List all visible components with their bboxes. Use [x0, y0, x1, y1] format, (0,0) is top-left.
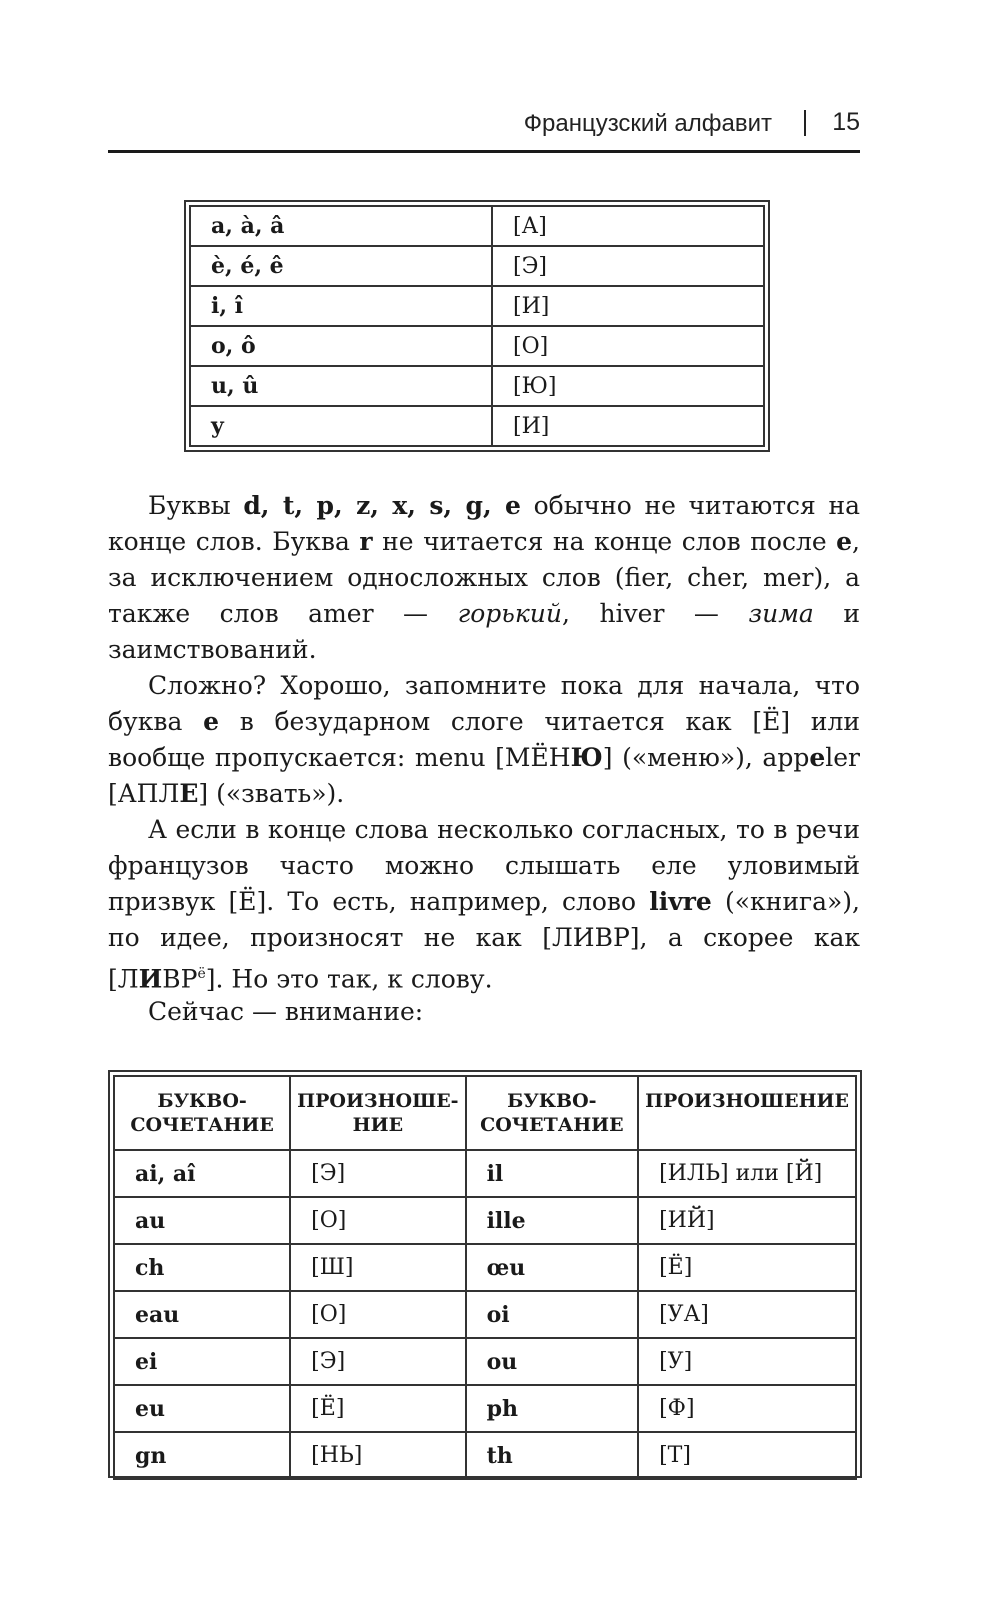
table-row — [114, 1150, 856, 1197]
combination: au — [114, 1197, 290, 1244]
text-run: обычно не читаются на конце слов. Буква — [108, 491, 861, 556]
vowel-sound: [И] — [492, 406, 764, 446]
table-row — [190, 406, 764, 446]
pronunciation: [У] — [638, 1338, 856, 1385]
combination: ph — [466, 1385, 639, 1432]
header-line: СОЧЕТАНИЕ — [130, 1114, 274, 1136]
paragraph-silent-letters — [108, 488, 860, 668]
combination: ille — [466, 1197, 639, 1244]
pronunciation: [НЬ] — [290, 1432, 465, 1479]
bold-run: Е — [179, 779, 199, 808]
vowel-letters: o, ô — [190, 326, 492, 366]
combination: eu — [114, 1385, 290, 1432]
bold-run: Ю — [570, 743, 603, 772]
running-header — [108, 100, 860, 153]
body-text — [108, 488, 860, 997]
text-run: ]. Но это так, к слову. — [205, 964, 493, 994]
text-run: Буквы — [148, 491, 244, 520]
pronunciation: [Ш] — [290, 1244, 465, 1291]
pronunciation: [Ё] — [638, 1244, 856, 1291]
table-row — [190, 286, 764, 326]
text-run: А если в конце слова несколько согласных, то в речи французов часто можно слышать еле уловимый призвук [Ё]. То есть, например, слово — [108, 815, 860, 916]
combination: oi — [466, 1291, 639, 1338]
table-row — [114, 1291, 856, 1338]
text-run: ler [АПЛ — [108, 743, 860, 808]
superscript-run: ё — [197, 966, 206, 982]
vowel-letters: a, à, â — [190, 206, 492, 246]
combination: ai, aî — [114, 1150, 290, 1197]
pronunciation: [Ф] — [638, 1385, 856, 1432]
combination: il — [466, 1150, 639, 1197]
combination: gn — [114, 1432, 290, 1479]
combination: eau — [114, 1291, 290, 1338]
italic-run: зима — [748, 599, 814, 628]
header-line: НИЕ — [352, 1114, 404, 1136]
pronunciation: [О] — [290, 1197, 465, 1244]
bold-run: livre — [649, 887, 712, 916]
text-run: Сложно? Хорошо, запомните пока для начала, что буква — [108, 671, 860, 736]
header-line: БУКВО- — [157, 1090, 247, 1112]
text-run: в безударном слоге читается как [Ё] или вообще пропускается: menu [МЁН — [108, 707, 861, 772]
vowel-letters: y — [190, 406, 492, 446]
vowel-letters: è, é, ê — [190, 246, 492, 286]
table-row — [114, 1432, 856, 1479]
vowel-table — [189, 205, 765, 447]
combination: ei — [114, 1338, 290, 1385]
text-run: («книга»), по идее, произносят не как [ЛИВР], а скорее как [Л — [108, 887, 860, 994]
vowel-sound: [О] — [492, 326, 764, 366]
combination: th — [466, 1432, 639, 1479]
pronunciation: [Т] — [638, 1432, 856, 1479]
header-line: БУКВО- — [507, 1090, 597, 1112]
table-row — [190, 206, 764, 246]
attention-line — [108, 994, 860, 1030]
text-run: ] («меню»), app — [602, 743, 810, 772]
combination: œu — [466, 1244, 639, 1291]
table-row — [114, 1338, 856, 1385]
header-separator — [804, 110, 806, 136]
column-header — [114, 1076, 290, 1150]
table-row — [190, 326, 764, 366]
paragraph-unstressed-e — [108, 668, 860, 812]
column-header — [466, 1076, 639, 1150]
table-row — [114, 1197, 856, 1244]
combo-table-frame — [108, 1070, 862, 1478]
table-row — [114, 1244, 856, 1291]
italic-run: горький — [457, 599, 562, 628]
text-run: , hiver — — [562, 599, 749, 628]
vowel-letters: u, û — [190, 366, 492, 406]
bold-run: r — [359, 527, 373, 556]
table-row — [190, 246, 764, 286]
text-run: , за исключением односложных слов (fier, cher, mer), а также слов amer — — [108, 527, 860, 628]
vowel-letters: i, î — [190, 286, 492, 326]
text-run: ВР — [162, 964, 198, 994]
bold-run: e — [809, 743, 826, 772]
column-header — [290, 1076, 465, 1150]
bold-run: d, t, p, z, x, s, g, e — [243, 491, 521, 520]
pronunciation: [О] — [290, 1291, 465, 1338]
pronunciation: [Э] — [290, 1338, 465, 1385]
pronunciation: [ИЙ] — [638, 1197, 856, 1244]
vowel-table-frame — [184, 200, 770, 452]
text-run: ] («звать»). — [198, 779, 345, 808]
page-number: 15 — [832, 108, 860, 136]
table-row — [114, 1385, 856, 1432]
vowel-sound: [Э] — [492, 246, 764, 286]
combo-table — [113, 1075, 857, 1480]
text-run: не читается на конце слов после — [372, 527, 837, 556]
bold-run: e — [836, 527, 853, 556]
pronunciation: [Э] — [290, 1150, 465, 1197]
pronunciation: [Ё] — [290, 1385, 465, 1432]
combination: ou — [466, 1338, 639, 1385]
combination: ch — [114, 1244, 290, 1291]
vowel-sound: [А] — [492, 206, 764, 246]
paragraph-final-consonants — [108, 812, 860, 997]
bold-run: И — [138, 964, 163, 994]
paragraph-attention: Сейчас — внимание: — [148, 997, 424, 1026]
header-line: ПРОИЗНОШЕ- — [297, 1090, 459, 1112]
vowel-sound: [И] — [492, 286, 764, 326]
running-title: Французский алфавит — [523, 110, 772, 137]
bold-run: e — [203, 707, 219, 736]
table-row — [190, 366, 764, 406]
column-header: ПРОИЗНОШЕНИЕ — [638, 1076, 856, 1150]
pronunciation: [УА] — [638, 1291, 856, 1338]
vowel-sound: [Ю] — [492, 366, 764, 406]
header-line: СОЧЕТАНИЕ — [480, 1114, 624, 1136]
pronunciation: [ИЛЬ] или [Й] — [638, 1150, 856, 1197]
table-header-row — [114, 1076, 856, 1150]
text-run: и заимствований. — [108, 599, 860, 664]
